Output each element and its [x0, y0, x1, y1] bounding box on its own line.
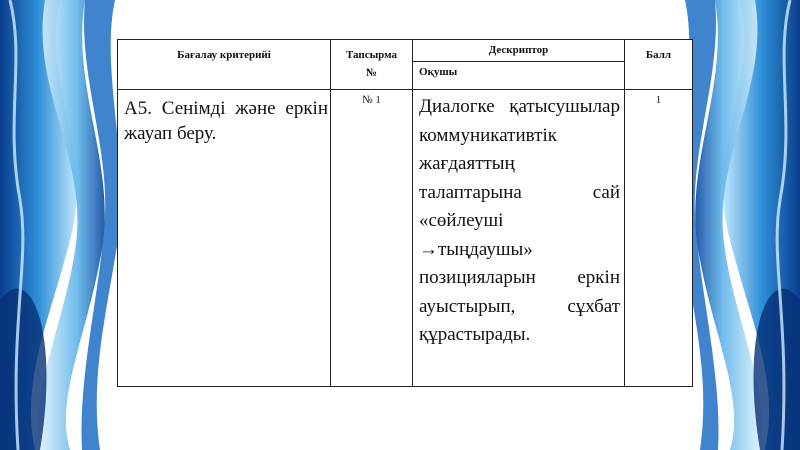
header-task-label: Тапсырма	[345, 49, 398, 61]
left-decorative-swirl	[0, 0, 130, 450]
header-student	[413, 62, 625, 90]
score-cell	[625, 90, 693, 387]
header-student-label: Оқушы	[419, 66, 458, 78]
header-task-number-sign: №	[365, 67, 378, 79]
assessment-table	[117, 39, 693, 387]
criterion-text: А5. Сенімді және еркін жауап беру.	[124, 98, 328, 144]
descriptor-cell	[413, 90, 625, 387]
descriptor-text: Диалогке қатысушылар коммуникативтік жағдаяттың талаптарына сай «сөйлеуші →тыңдаушы» позицияларын еркін ауыстырып, сұхбат құрастырады.	[419, 96, 620, 345]
score-value: 1	[655, 94, 662, 106]
header-descriptor	[413, 40, 625, 62]
task-cell	[331, 90, 413, 387]
header-score-label: Балл	[645, 49, 672, 61]
header-score	[625, 40, 693, 90]
header-criterion-label: Бағалау критерийі	[177, 49, 271, 61]
criterion-cell	[118, 90, 331, 387]
header-criterion	[118, 40, 331, 90]
task-number: № 1	[362, 94, 381, 106]
table-row	[118, 90, 693, 387]
header-task	[331, 40, 413, 90]
header-descriptor-label: Дескриптор	[488, 44, 549, 56]
